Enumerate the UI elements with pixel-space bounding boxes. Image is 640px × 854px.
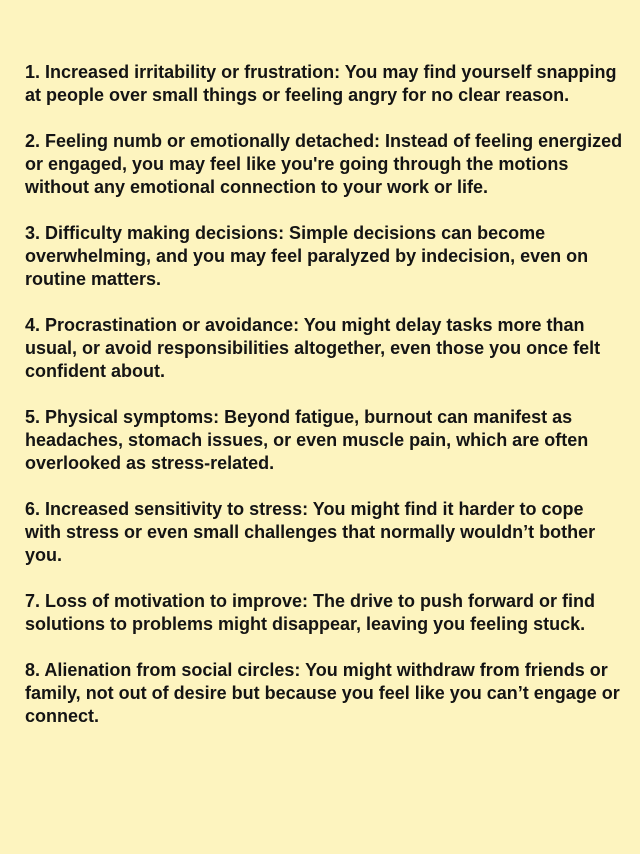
list-item-stress-sensitivity: 6. Increased sensitivity to stress: You might find it harder to cope with stress or even small challenges that normally wouldn’t bother you. [25, 499, 596, 565]
list-item-procrastination: 4. Procrastination or avoidance: You might delay tasks more than usual, or avoid responsibilities altogether, even those you once felt confident about. [25, 315, 601, 381]
list-item-numbness: 2. Feeling numb or emotionally detached: Instead of feeling energized or engaged, you may feel like you're going through the motions without any emotional connection to your work or life. [25, 131, 623, 197]
list-item-physical-symptoms: 5. Physical symptoms: Beyond fatigue, burnout can manifest as headaches, stomach issues, or even muscle pain, which are often overlooked as stress-related. [25, 407, 589, 473]
list-item-alienation: 8. Alienation from social circles: You might withdraw from friends or family, not out of desire but because you feel like you can’t engage or connect. [25, 660, 620, 726]
list-item-decisions: 3. Difficulty making decisions: Simple decisions can become overwhelming, and you may feel paralyzed by indecision, even on routine matters. [25, 223, 589, 289]
list-item-motivation-loss: 7. Loss of motivation to improve: The drive to push forward or find solutions to problems might disappear, leaving you feeling stuck. [25, 591, 596, 634]
list-item-irritability: 1. Increased irritability or frustration: You may find yourself snapping at people over small things or feeling angry for no clear reason. [25, 62, 617, 105]
